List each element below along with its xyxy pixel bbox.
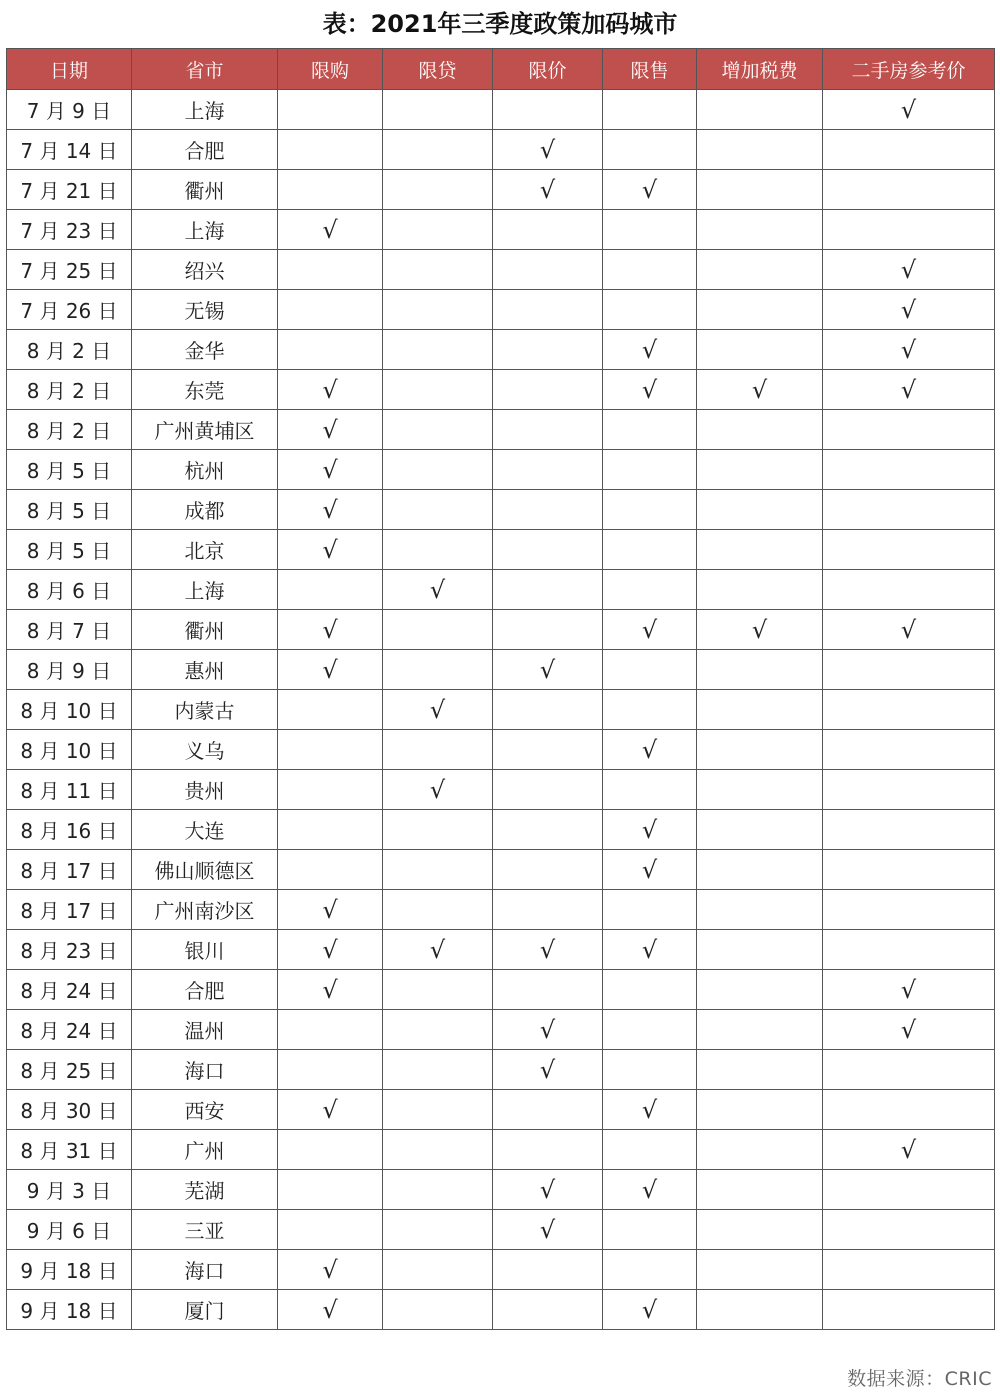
cell-city: 厦门 [132, 1290, 278, 1330]
cell-date: 8 月 17 日 [7, 850, 132, 890]
empty-cell [493, 90, 603, 130]
empty-cell [603, 1050, 697, 1090]
empty-cell [823, 810, 995, 850]
empty-cell [493, 210, 603, 250]
cell-date: 8 月 25 日 [7, 1050, 132, 1090]
empty-cell [493, 1130, 603, 1170]
cell-city: 海口 [132, 1250, 278, 1290]
check-mark-cell: √ [278, 530, 383, 570]
empty-cell [493, 330, 603, 370]
table-row [7, 250, 995, 290]
empty-cell [603, 450, 697, 490]
check-mark-cell: √ [823, 1130, 995, 1170]
empty-cell [603, 90, 697, 130]
empty-cell [823, 1210, 995, 1250]
empty-cell [383, 1050, 493, 1090]
empty-cell [697, 1090, 823, 1130]
check-mark-cell: √ [278, 370, 383, 410]
empty-cell [278, 290, 383, 330]
empty-cell [383, 1290, 493, 1330]
check-mark-cell: √ [603, 1170, 697, 1210]
cell-date: 9 月 18 日 [7, 1290, 132, 1330]
empty-cell [823, 490, 995, 530]
table-row [7, 170, 995, 210]
empty-cell [823, 850, 995, 890]
cell-city: 合肥 [132, 970, 278, 1010]
empty-cell [493, 490, 603, 530]
empty-cell [603, 570, 697, 610]
cell-date: 8 月 24 日 [7, 970, 132, 1010]
check-mark-cell: √ [603, 1090, 697, 1130]
cell-date: 8 月 16 日 [7, 810, 132, 850]
cell-city: 海口 [132, 1050, 278, 1090]
check-mark-cell: √ [278, 1250, 383, 1290]
header-city: 省市 [132, 49, 278, 90]
table-row [7, 810, 995, 850]
empty-cell [823, 770, 995, 810]
cell-date: 8 月 9 日 [7, 650, 132, 690]
empty-cell [697, 810, 823, 850]
cell-date: 9 月 3 日 [7, 1170, 132, 1210]
empty-cell [697, 490, 823, 530]
empty-cell [823, 1050, 995, 1090]
empty-cell [697, 1210, 823, 1250]
table-row [7, 850, 995, 890]
empty-cell [493, 290, 603, 330]
table-row [7, 210, 995, 250]
empty-cell [603, 1130, 697, 1170]
empty-cell [697, 1170, 823, 1210]
cell-city: 合肥 [132, 130, 278, 170]
empty-cell [278, 1130, 383, 1170]
cell-city: 广州黄埔区 [132, 410, 278, 450]
check-mark-cell: √ [278, 970, 383, 1010]
check-mark-cell: √ [278, 610, 383, 650]
empty-cell [603, 650, 697, 690]
cell-city: 三亚 [132, 1210, 278, 1250]
cell-date: 8 月 5 日 [7, 530, 132, 570]
cell-date: 7 月 25 日 [7, 250, 132, 290]
empty-cell [278, 250, 383, 290]
check-mark-cell: √ [278, 1290, 383, 1330]
table-row [7, 490, 995, 530]
empty-cell [383, 1010, 493, 1050]
empty-cell [823, 170, 995, 210]
empty-cell [493, 850, 603, 890]
empty-cell [603, 1250, 697, 1290]
empty-cell [823, 930, 995, 970]
cell-date: 7 月 23 日 [7, 210, 132, 250]
cell-city: 大连 [132, 810, 278, 850]
empty-cell [278, 1010, 383, 1050]
header-purchase-limit: 限购 [278, 49, 383, 90]
cell-date: 7 月 21 日 [7, 170, 132, 210]
empty-cell [383, 170, 493, 210]
empty-cell [697, 1250, 823, 1290]
empty-cell [383, 490, 493, 530]
empty-cell [493, 690, 603, 730]
empty-cell [493, 770, 603, 810]
cell-city: 上海 [132, 90, 278, 130]
check-mark-cell: √ [493, 930, 603, 970]
check-mark-cell: √ [278, 450, 383, 490]
empty-cell [493, 1250, 603, 1290]
empty-cell [697, 1130, 823, 1170]
check-mark-cell: √ [278, 1090, 383, 1130]
empty-cell [493, 610, 603, 650]
data-source: 数据来源：CRIC [847, 1368, 992, 1390]
empty-cell [603, 290, 697, 330]
empty-cell [493, 810, 603, 850]
empty-cell [383, 850, 493, 890]
empty-cell [278, 90, 383, 130]
empty-cell [493, 450, 603, 490]
check-mark-cell: √ [603, 1290, 697, 1330]
table-row [7, 930, 995, 970]
empty-cell [383, 730, 493, 770]
empty-cell [278, 810, 383, 850]
empty-cell [603, 490, 697, 530]
cell-date: 8 月 2 日 [7, 370, 132, 410]
empty-cell [493, 1290, 603, 1330]
check-mark-cell: √ [278, 890, 383, 930]
table-body [7, 90, 995, 1330]
empty-cell [278, 1050, 383, 1090]
cell-date: 9 月 6 日 [7, 1210, 132, 1250]
check-mark-cell: √ [278, 930, 383, 970]
cell-city: 内蒙古 [132, 690, 278, 730]
cell-city: 上海 [132, 570, 278, 610]
cell-date: 8 月 5 日 [7, 450, 132, 490]
table-row [7, 450, 995, 490]
table-row [7, 90, 995, 130]
cell-date: 8 月 17 日 [7, 890, 132, 930]
empty-cell [697, 1290, 823, 1330]
check-mark-cell: √ [823, 610, 995, 650]
check-mark-cell: √ [278, 210, 383, 250]
empty-cell [697, 770, 823, 810]
empty-cell [383, 370, 493, 410]
cell-date: 7 月 14 日 [7, 130, 132, 170]
cell-date: 8 月 5 日 [7, 490, 132, 530]
cell-city: 广州南沙区 [132, 890, 278, 930]
check-mark-cell: √ [823, 970, 995, 1010]
empty-cell [823, 1290, 995, 1330]
empty-cell [823, 450, 995, 490]
table-row [7, 730, 995, 770]
check-mark-cell: √ [823, 90, 995, 130]
empty-cell [278, 770, 383, 810]
cell-city: 衢州 [132, 610, 278, 650]
empty-cell [278, 1210, 383, 1250]
table-row [7, 370, 995, 410]
table-row [7, 1290, 995, 1330]
check-mark-cell: √ [493, 170, 603, 210]
empty-cell [383, 1170, 493, 1210]
check-mark-cell: √ [603, 370, 697, 410]
empty-cell [823, 1250, 995, 1290]
header-price-limit: 限价 [493, 49, 603, 90]
empty-cell [383, 90, 493, 130]
table-row [7, 1090, 995, 1130]
empty-cell [823, 730, 995, 770]
table-row [7, 610, 995, 650]
empty-cell [493, 530, 603, 570]
table-row [7, 1210, 995, 1250]
empty-cell [823, 650, 995, 690]
empty-cell [383, 890, 493, 930]
cell-date: 8 月 7 日 [7, 610, 132, 650]
table-row [7, 530, 995, 570]
table-row [7, 1170, 995, 1210]
empty-cell [697, 570, 823, 610]
check-mark-cell: √ [603, 610, 697, 650]
table-row [7, 1250, 995, 1290]
empty-cell [603, 690, 697, 730]
empty-cell [383, 1250, 493, 1290]
empty-cell [278, 1170, 383, 1210]
check-mark-cell: √ [493, 130, 603, 170]
empty-cell [383, 450, 493, 490]
empty-cell [383, 610, 493, 650]
policy-table [6, 48, 995, 1330]
check-mark-cell: √ [383, 770, 493, 810]
empty-cell [697, 290, 823, 330]
empty-cell [697, 170, 823, 210]
empty-cell [603, 970, 697, 1010]
empty-cell [383, 210, 493, 250]
cell-city: 银川 [132, 930, 278, 970]
table-row [7, 1130, 995, 1170]
empty-cell [697, 530, 823, 570]
empty-cell [278, 730, 383, 770]
cell-date: 7 月 26 日 [7, 290, 132, 330]
cell-city: 成都 [132, 490, 278, 530]
check-mark-cell: √ [278, 490, 383, 530]
cell-city: 西安 [132, 1090, 278, 1130]
empty-cell [278, 850, 383, 890]
cell-date: 8 月 31 日 [7, 1130, 132, 1170]
cell-date: 8 月 11 日 [7, 770, 132, 810]
cell-city: 广州 [132, 1130, 278, 1170]
empty-cell [697, 410, 823, 450]
empty-cell [603, 410, 697, 450]
empty-cell [697, 330, 823, 370]
cell-date: 8 月 10 日 [7, 730, 132, 770]
table-row [7, 650, 995, 690]
check-mark-cell: √ [823, 370, 995, 410]
header-sale-limit: 限售 [603, 49, 697, 90]
empty-cell [493, 890, 603, 930]
empty-cell [383, 290, 493, 330]
empty-cell [383, 250, 493, 290]
header-secondhand-reference-price: 二手房参考价 [823, 49, 995, 90]
table-row [7, 570, 995, 610]
empty-cell [493, 250, 603, 290]
empty-cell [823, 1170, 995, 1210]
empty-cell [697, 650, 823, 690]
empty-cell [697, 730, 823, 770]
empty-cell [823, 410, 995, 450]
empty-cell [383, 1210, 493, 1250]
cell-date: 8 月 10 日 [7, 690, 132, 730]
cell-city: 贵州 [132, 770, 278, 810]
empty-cell [383, 970, 493, 1010]
empty-cell [603, 890, 697, 930]
check-mark-cell: √ [493, 1050, 603, 1090]
check-mark-cell: √ [603, 930, 697, 970]
empty-cell [383, 330, 493, 370]
cell-city: 义乌 [132, 730, 278, 770]
empty-cell [493, 570, 603, 610]
empty-cell [603, 770, 697, 810]
empty-cell [383, 650, 493, 690]
cell-city: 温州 [132, 1010, 278, 1050]
check-mark-cell: √ [697, 610, 823, 650]
cell-date: 8 月 24 日 [7, 1010, 132, 1050]
empty-cell [493, 410, 603, 450]
empty-cell [493, 970, 603, 1010]
empty-cell [697, 450, 823, 490]
empty-cell [493, 1090, 603, 1130]
table-row [7, 970, 995, 1010]
check-mark-cell: √ [383, 570, 493, 610]
empty-cell [603, 210, 697, 250]
table-row [7, 290, 995, 330]
empty-cell [823, 130, 995, 170]
cell-date: 8 月 2 日 [7, 410, 132, 450]
cell-date: 8 月 30 日 [7, 1090, 132, 1130]
header-date: 日期 [7, 49, 132, 90]
check-mark-cell: √ [697, 370, 823, 410]
check-mark-cell: √ [603, 170, 697, 210]
empty-cell [383, 530, 493, 570]
empty-cell [697, 850, 823, 890]
empty-cell [697, 210, 823, 250]
empty-cell [278, 170, 383, 210]
empty-cell [697, 130, 823, 170]
check-mark-cell: √ [603, 330, 697, 370]
cell-city: 绍兴 [132, 250, 278, 290]
cell-date: 9 月 18 日 [7, 1250, 132, 1290]
table-row [7, 690, 995, 730]
empty-cell [823, 890, 995, 930]
empty-cell [823, 1090, 995, 1130]
table-row [7, 410, 995, 450]
cell-city: 北京 [132, 530, 278, 570]
check-mark-cell: √ [493, 1010, 603, 1050]
empty-cell [278, 570, 383, 610]
empty-cell [697, 890, 823, 930]
table-title: 表：2021年三季度政策加码城市 [322, 10, 678, 38]
cell-date: 8 月 23 日 [7, 930, 132, 970]
table-row [7, 770, 995, 810]
empty-cell [383, 130, 493, 170]
empty-cell [823, 690, 995, 730]
empty-cell [697, 250, 823, 290]
empty-cell [603, 1210, 697, 1250]
empty-cell [697, 970, 823, 1010]
cell-date: 8 月 2 日 [7, 330, 132, 370]
empty-cell [383, 1090, 493, 1130]
cell-city: 惠州 [132, 650, 278, 690]
check-mark-cell: √ [493, 650, 603, 690]
check-mark-cell: √ [823, 290, 995, 330]
check-mark-cell: √ [823, 250, 995, 290]
cell-city: 无锡 [132, 290, 278, 330]
check-mark-cell: √ [383, 690, 493, 730]
empty-cell [278, 330, 383, 370]
table-row [7, 890, 995, 930]
empty-cell [823, 210, 995, 250]
header-tax-increase: 增加税费 [697, 49, 823, 90]
check-mark-cell: √ [278, 410, 383, 450]
empty-cell [697, 1050, 823, 1090]
check-mark-cell: √ [493, 1210, 603, 1250]
check-mark-cell: √ [823, 1010, 995, 1050]
empty-cell [603, 130, 697, 170]
check-mark-cell: √ [278, 650, 383, 690]
cell-city: 佛山顺德区 [132, 850, 278, 890]
cell-date: 7 月 9 日 [7, 90, 132, 130]
empty-cell [697, 690, 823, 730]
empty-cell [383, 810, 493, 850]
empty-cell [493, 370, 603, 410]
check-mark-cell: √ [823, 330, 995, 370]
cell-city: 芜湖 [132, 1170, 278, 1210]
empty-cell [603, 250, 697, 290]
check-mark-cell: √ [383, 930, 493, 970]
empty-cell [603, 1010, 697, 1050]
cell-city: 金华 [132, 330, 278, 370]
check-mark-cell: √ [603, 730, 697, 770]
empty-cell [823, 530, 995, 570]
empty-cell [697, 90, 823, 130]
empty-cell [493, 730, 603, 770]
table-row [7, 1050, 995, 1090]
cell-city: 东莞 [132, 370, 278, 410]
table-row [7, 330, 995, 370]
cell-date: 8 月 6 日 [7, 570, 132, 610]
empty-cell [383, 1130, 493, 1170]
empty-cell [383, 410, 493, 450]
header-row [7, 49, 995, 90]
table-row [7, 130, 995, 170]
table-row [7, 1010, 995, 1050]
empty-cell [823, 570, 995, 610]
check-mark-cell: √ [603, 810, 697, 850]
cell-city: 衢州 [132, 170, 278, 210]
check-mark-cell: √ [603, 850, 697, 890]
check-mark-cell: √ [493, 1170, 603, 1210]
empty-cell [697, 1010, 823, 1050]
empty-cell [278, 130, 383, 170]
header-loan-limit: 限贷 [383, 49, 493, 90]
empty-cell [697, 930, 823, 970]
cell-city: 杭州 [132, 450, 278, 490]
empty-cell [603, 530, 697, 570]
cell-city: 上海 [132, 210, 278, 250]
empty-cell [278, 690, 383, 730]
